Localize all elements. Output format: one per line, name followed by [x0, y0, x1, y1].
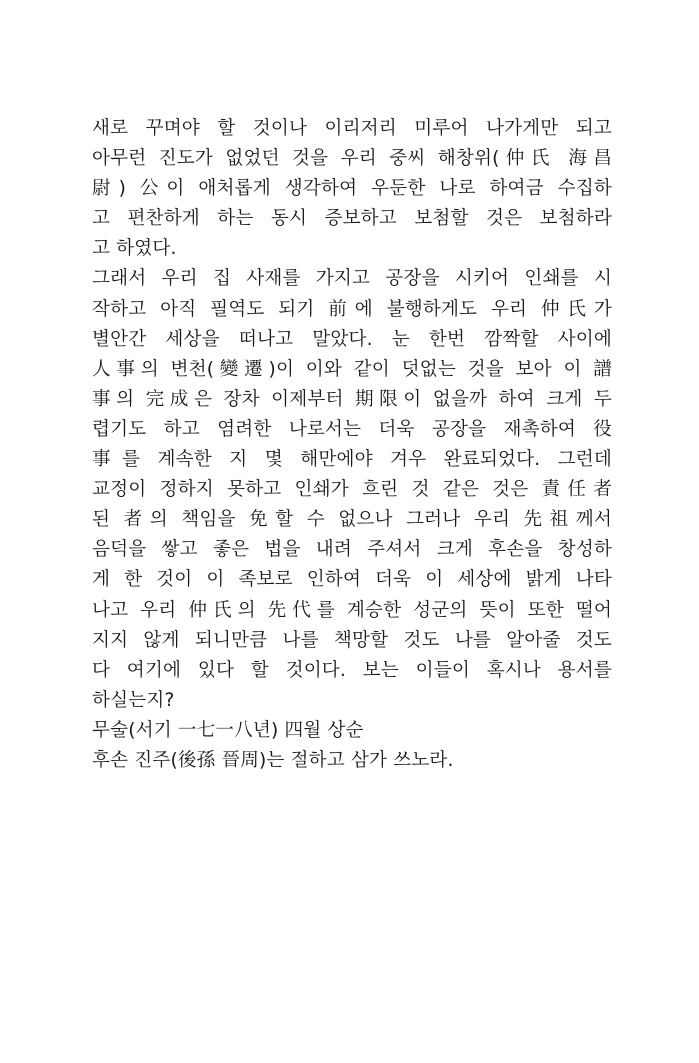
text-line: 별안간 세상을 떠나고 말았다. 눈 한번 깜짝할 사이에: [92, 328, 612, 350]
text-line: 된 者의 책임을 免할 수 없으나 그러나 우리 先祖께서: [92, 509, 612, 531]
text-line: 작하고 아직 필역도 되기 前에 불행하게도 우리 仲氏가: [92, 298, 612, 320]
text-line: 고 편찬하게 하는 동시 증보하고 보첨할 것은 보첨하라: [92, 208, 612, 230]
text-line: 그래서 우리 집 사재를 가지고 공장을 시키어 인쇄를 시: [92, 268, 612, 290]
text-line: 아무런 진도가 없었던 것을 우리 중씨 해창위(仲氏 海昌: [92, 148, 612, 170]
text-line: 게 한 것이 이 족보로 인하여 더욱 이 세상에 밝게 나타: [92, 569, 612, 591]
text-line: 다 여기에 있다 할 것이다. 보는 이들이 혹시나 용서를: [92, 659, 612, 681]
text-line: 고 하였다.: [92, 238, 177, 260]
text-line: 교정이 정하지 못하고 인쇄가 흐린 것 같은 것은 責任者: [92, 479, 612, 501]
text-line: 새로 꾸며야 할 것이나 이리저리 미루어 나가게만 되고: [92, 118, 612, 139]
text-line: 지지 않게 되니만큼 나를 책망할 것도 나를 알아줄 것도: [92, 629, 612, 651]
text-line: 무술(서기 一七一八년) 四월 상순: [92, 719, 364, 741]
text-line: 렵기도 하고 염려한 나로서는 더욱 공장을 재촉하여 役: [92, 418, 612, 440]
text-line: 事의 完成은 장차 이제부터 期限이 없을까 하여 크게 두: [92, 388, 612, 410]
text-line: 事를 계속한 지 몇 해만에야 겨우 완료되었다. 그런데: [92, 449, 612, 471]
text-line: 하실는지?: [92, 689, 175, 711]
text-line: 나고 우리 仲氏의 先代를 계승한 성군의 뜻이 또한 떨어: [92, 599, 612, 621]
text-line: 尉) 公이 애처롭게 생각하여 우둔한 나로 하여금 수집하: [92, 178, 612, 200]
text-line: 후손 진주(後孫 晉周)는 절하고 삼가 쓰노라.: [92, 749, 454, 771]
text-line: 음덕을 쌓고 좋은 법을 내려 주셔서 크게 후손을 창성하: [92, 539, 612, 561]
text-line: 人事의 변천(變遷)이 이와 같이 덧없는 것을 보아 이 譜: [92, 358, 612, 380]
document-body: [92, 114, 612, 776]
